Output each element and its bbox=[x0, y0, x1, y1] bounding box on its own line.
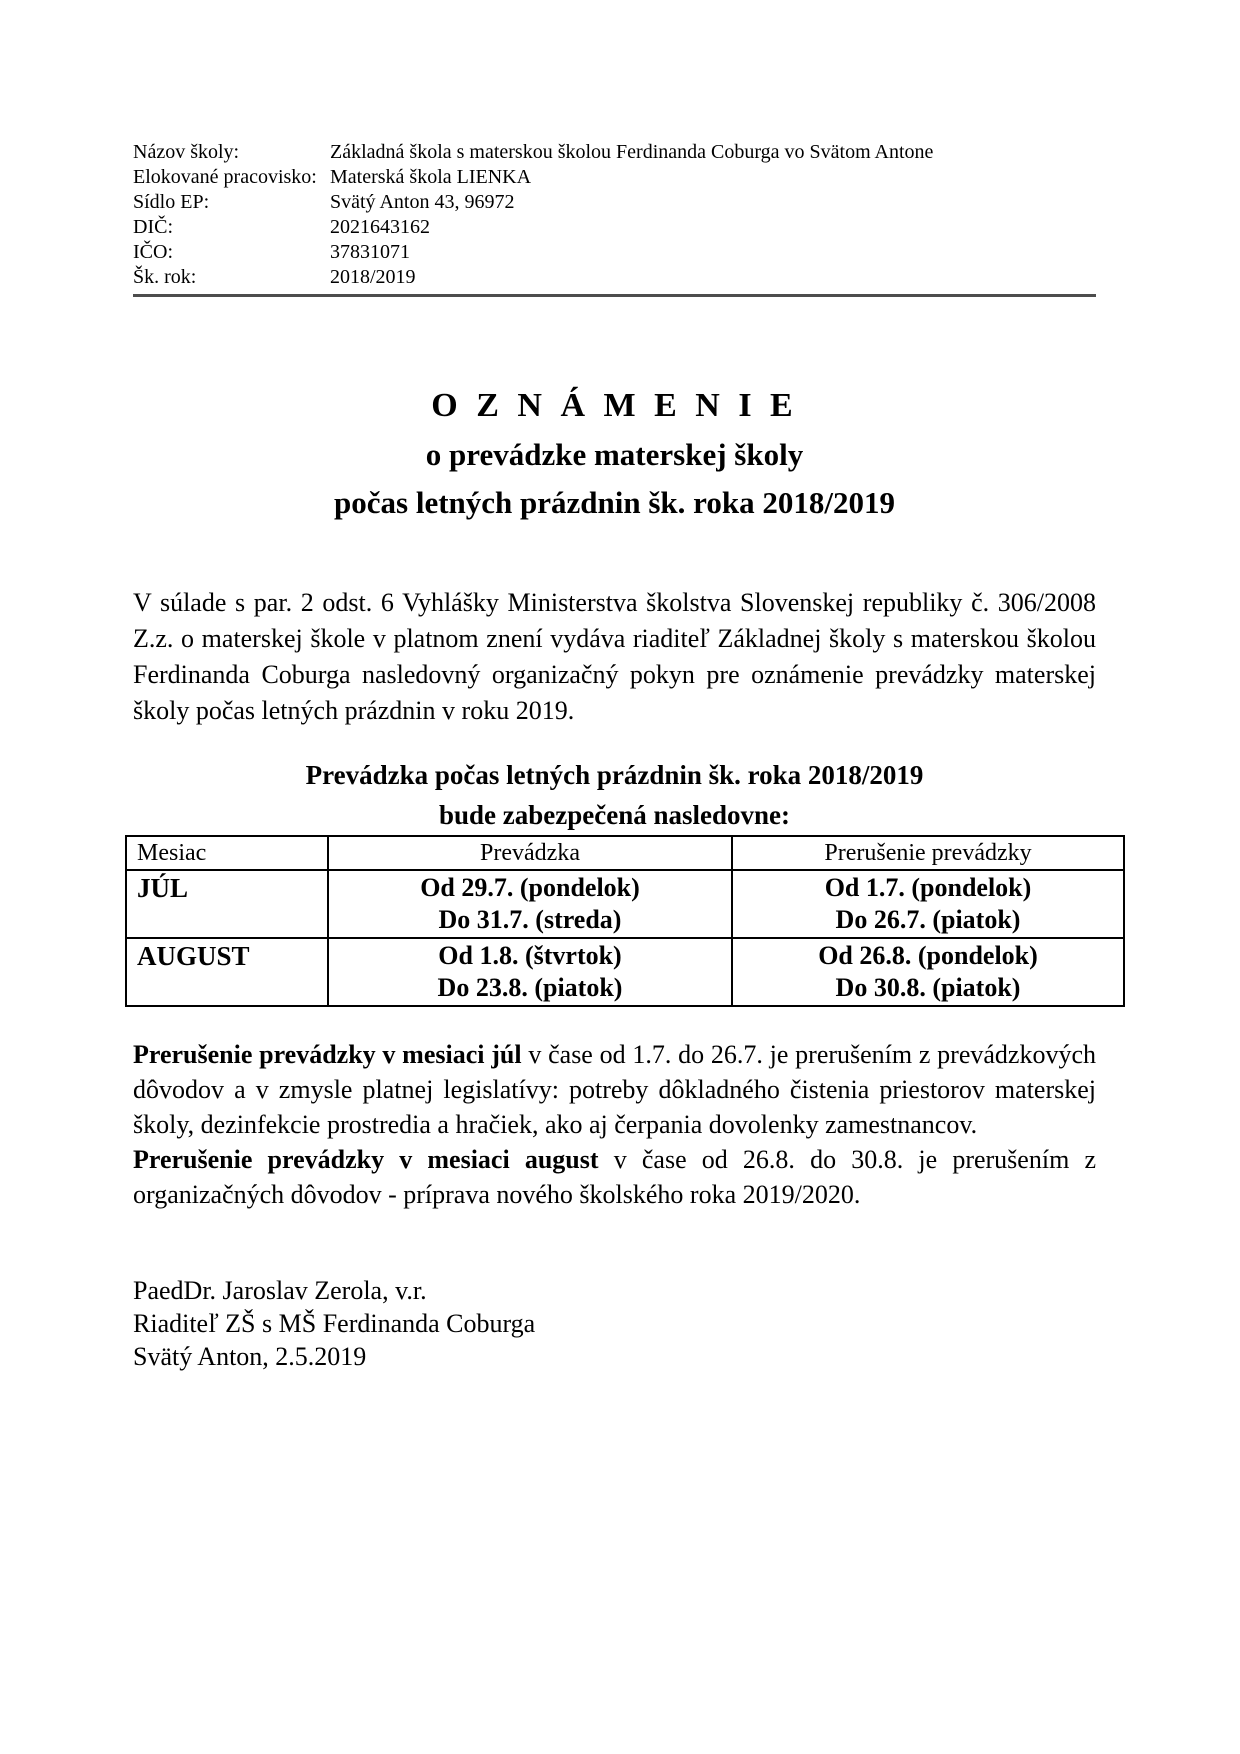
school-info-row bbox=[133, 190, 1096, 215]
school-name-value: Základná škola s materskou školou Ferdinanda Coburga vo Svätom Antone bbox=[330, 141, 934, 163]
header-divider bbox=[133, 294, 1096, 297]
school-info-row bbox=[133, 140, 1096, 165]
address-value: Svätý Anton 43, 96972 bbox=[330, 191, 515, 213]
intro-paragraph: V súlade s par. 2 odst. 6 Vyhlášky Ministerstva školstva Slovenskej republiky č. 306/2008 Z.z. o materskej škole v platnom znení vydáva riaditeľ Základnej školy s materskou školou Ferdinanda Coburga nasledovný organizačný pokyn pre oznámenie prevádzky materskej školy počas letných prázdnin v roku 2019. bbox=[133, 588, 1096, 725]
table-heading-line1: Prevádzka počas letných prázdnin šk. roka 2018/2019 bbox=[305, 760, 924, 790]
document-title-block bbox=[133, 381, 1096, 527]
prevadzka-to: Do 31.7. (streda) bbox=[438, 905, 622, 934]
table-heading bbox=[133, 755, 1096, 835]
closing-paragraphs bbox=[133, 1037, 1096, 1212]
month-cell: AUGUST bbox=[126, 938, 328, 1006]
paragraph-august-lead: Prerušenie prevádzky v mesiaci august bbox=[133, 1145, 599, 1174]
table-header-row bbox=[126, 836, 1124, 870]
address-label: Sídlo EP: bbox=[133, 191, 210, 213]
prevadzka-from: Od 1.8. (štvrtok) bbox=[438, 941, 622, 970]
prevadzka-from: Od 29.7. (pondelok) bbox=[420, 873, 640, 902]
school-info-row bbox=[133, 165, 1096, 190]
signature-place-date: Svätý Anton, 2.5.2019 bbox=[133, 1342, 367, 1371]
school-name-label: Názov školy: bbox=[133, 141, 240, 163]
paragraph-jul-text: v čase od 1.7. do 26.7. je prerušením z prevádzkových dôvodov a v zmysle platnej legislatívy: potreby dôkladného čistenia priestorov materskej školy, dezinfekcie prostredia a hračiek, ako aj čerpania dovolenky zamestnancov. bbox=[133, 1040, 1096, 1139]
table-row-august bbox=[126, 938, 1124, 1006]
prerusenie-to: Do 26.7. (piatok) bbox=[835, 905, 1021, 934]
header-cell-mesiac: Mesiac bbox=[126, 836, 328, 870]
paragraph-jul-lead: Prerušenie prevádzky v mesiaci júl bbox=[133, 1040, 522, 1069]
school-year-value: 2018/2019 bbox=[330, 266, 416, 288]
document-subtitle-line2: počas letných prázdnin šk. roka 2018/2019 bbox=[334, 485, 895, 520]
ico-value: 37831071 bbox=[330, 241, 410, 263]
signature-name: PaedDr. Jaroslav Zerola, v.r. bbox=[133, 1276, 427, 1305]
header-cell-prevadzka: Prevádzka bbox=[328, 836, 732, 870]
header-cell-prerusenie: Prerušenie prevádzky bbox=[732, 836, 1124, 870]
dic-label: DIČ: bbox=[133, 216, 173, 238]
school-info-row bbox=[133, 240, 1096, 265]
table-row-jul bbox=[126, 870, 1124, 938]
dic-value: 2021643162 bbox=[330, 216, 430, 238]
document-subtitle-line1: o prevádzke materskej školy bbox=[425, 437, 804, 472]
prerusenie-cell bbox=[732, 870, 1124, 938]
month-cell: JÚL bbox=[126, 870, 328, 938]
paragraph-august-text: v čase od 26.8. do 30.8. je prerušením z organizačných dôvodov - príprava nového školského roka 2019/2020. bbox=[133, 1145, 1096, 1209]
ico-label: IČO: bbox=[133, 241, 173, 263]
detached-workplace-value: Materská škola LIENKA bbox=[330, 166, 532, 188]
prerusenie-to: Do 30.8. (piatok) bbox=[835, 973, 1021, 1002]
detached-workplace-label: Elokované pracovisko: bbox=[133, 166, 317, 188]
prerusenie-from: Od 26.8. (pondelok) bbox=[818, 941, 1038, 970]
table-heading-line2: bude zabezpečená nasledovne: bbox=[439, 800, 790, 830]
paragraph-jul bbox=[133, 1037, 1096, 1142]
signature-role: Riaditeľ ZŠ s MŠ Ferdinanda Coburga bbox=[133, 1309, 536, 1338]
school-year-label: Šk. rok: bbox=[133, 266, 197, 288]
school-info-row bbox=[133, 215, 1096, 240]
document-title: O Z N Á M E N I E bbox=[431, 387, 798, 424]
prevadzka-cell bbox=[328, 870, 732, 938]
paragraph-august bbox=[133, 1142, 1096, 1212]
prevadzka-to: Do 23.8. (piatok) bbox=[437, 973, 623, 1002]
prerusenie-from: Od 1.7. (pondelok) bbox=[824, 873, 1032, 902]
prerusenie-cell bbox=[732, 938, 1124, 1006]
signature-block bbox=[133, 1274, 1096, 1373]
prevadzka-cell bbox=[328, 938, 732, 1006]
school-info-block bbox=[133, 140, 1096, 290]
school-info-row bbox=[133, 265, 1096, 290]
operations-table bbox=[125, 835, 1125, 1007]
